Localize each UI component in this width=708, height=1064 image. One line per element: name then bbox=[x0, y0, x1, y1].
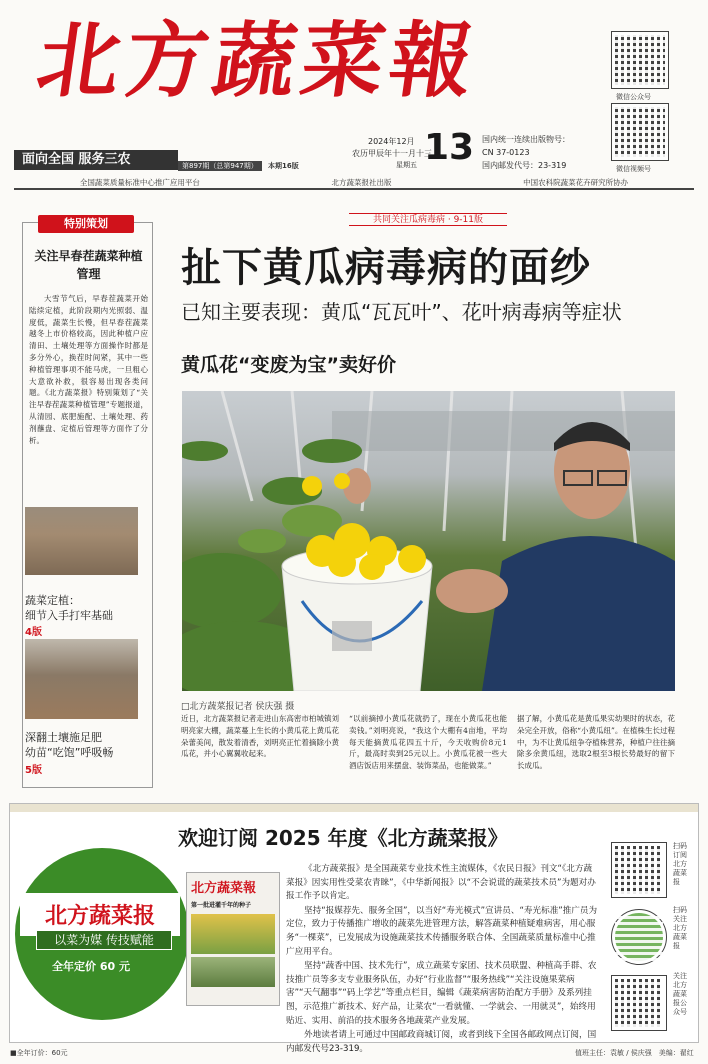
qr-code-icon[interactable] bbox=[612, 32, 668, 88]
story-headline[interactable]: 黄瓜花“变废为宝”卖好价 bbox=[181, 354, 396, 376]
story-column-2: “以前摘掉小黄瓜花就扔了，现在小黄瓜花也能卖钱。”刘明亮说，“我这个大棚有4亩地，平均每天能摘黄瓜花四五十斤，今天收购价8元1斤，最高时卖到25元以上。小黄瓜花被一些大酒店饭店用来摆盘、装饰菜品，也能做菜。” bbox=[349, 714, 507, 771]
field-photo-1[interactable] bbox=[25, 507, 138, 575]
mini-logo: 北方蔬菜報 bbox=[191, 881, 257, 896]
photo-illustration bbox=[182, 391, 675, 691]
story-1-page-ref[interactable]: 4版 bbox=[25, 627, 42, 638]
qr-label-video: 微信视频号 bbox=[616, 165, 651, 173]
publisher-3: 中国农科院蔬菜花卉研究所协办 bbox=[523, 177, 629, 187]
ad-title[interactable]: 欢迎订阅 2025 年度《北方蔬菜报》 bbox=[178, 826, 508, 850]
publication-codes bbox=[482, 133, 570, 172]
newspaper-preview bbox=[186, 872, 280, 1006]
qr-label-subscribe: 扫码订阅北方蔬菜报 bbox=[673, 842, 687, 886]
ad-price: 全年定价 60 元 bbox=[52, 960, 130, 973]
newspaper-logo: 北方蔬菜報 bbox=[31, 13, 485, 109]
section-kicker[interactable]: 共同关注瓜病毒病 · 9-11版 bbox=[349, 213, 507, 226]
publisher-1: 全国蔬菜质量标准中心推广应用平台 bbox=[79, 177, 200, 187]
qr-code-icon[interactable] bbox=[612, 976, 666, 1030]
story-column-3: 据了解，小黄瓜花是黄瓜果实幼果时的状态，花朵完全开放，俗称“小黄瓜纽”。在植株生长过程中，为不让黄瓜纽争夺植株营养，种植户往往摘除多余黄瓜纽，选取2根至3根长势最好的留下长成瓜。 bbox=[517, 714, 675, 771]
main-headline[interactable]: 扯下黄瓜病毒病的面纱 bbox=[181, 245, 591, 291]
issue-date: 2024年12月 bbox=[368, 137, 415, 146]
ad-newspaper-logo: 北方蔬菜报 bbox=[20, 893, 180, 936]
story-2-line-2: 幼苗“吃饱”呼吸畅 bbox=[25, 746, 114, 759]
certification-seal-icon bbox=[612, 910, 666, 964]
issue-badge: 第897期（总第947期） bbox=[178, 161, 262, 171]
ad-paragraph-2: 坚持“报媒荐先、服务全国”，以当好“寿光模式”宣讲员、“寿光标准”推广员为定位，致力于传播推广增收的蔬菜先进管理方法，解答蔬菜种植疑难病害，用心服务“一棵菜”，已发展成为设施蔬菜技术传播服务联合体、全国蔬菜质量标准中心推广应用平台。 bbox=[286, 905, 598, 957]
sidebar-story-2-title[interactable] bbox=[25, 730, 113, 760]
sidebar-body: 大雪节气后，早春茬蔬菜开始陆续定植，此阶段期内光照弱、温度低，蔬菜生长慢，但早春茬蔬菜越冬上市价格较高，因此种植户应清田、土壤处理等方面操作时都是多分外心，换茬时间紧，其中一些种植管理事项不能马虎，一旦粗心大意欲补救，很容易出现各类问题。《北方蔬菜报》特别策划了“关注早春茬蔬菜种植管理”专题报道，从清园、底肥施配、土壤处理、药剂蘸盘、定植后管理等方面作了分析。 bbox=[29, 294, 148, 445]
issue-info bbox=[178, 161, 299, 171]
masthead-slogan: 面向全国 服务三农 bbox=[14, 150, 178, 170]
qr-label-wechat: 微信公众号 bbox=[616, 93, 651, 101]
story-columns bbox=[181, 713, 675, 772]
story-1-line-2: 细节入手打牢基础 bbox=[25, 609, 113, 622]
ad-paragraph-1: 《北方蔬菜报》是全国蔬菜专业技术性主流媒体，《农民日报》刊文“《北方蔬菜报》因实用性受菜农青睐”，《中华新闻报》以“不会说谎的蔬菜技术员”为题对办报工作予以肯定。 bbox=[286, 864, 596, 902]
photo-credit: □北方蔬菜报记者 侯庆强 摄 bbox=[181, 702, 295, 712]
story-column-1: 近日，北方蔬菜报记者走进山东高密市柏城镇刘明亮家大棚，蔬菜蔓上生长的小黄瓜花上黄瓜花朵蕾美间，散发着清香，刘明亮正忙着摘除小黄瓜花，并小心翼翼收起来。 bbox=[181, 714, 339, 759]
qr-code-icon[interactable] bbox=[612, 104, 668, 160]
qr-label-account: 关注北方蔬菜报公众号 bbox=[673, 972, 687, 1016]
mini-headline: 第一批进灌千年的种子 bbox=[191, 902, 252, 909]
ad-paragraph-4: 外地读者请上可通过中国邮政商城订阅，或者到线下全国各邮政网点订阅，国内邮发代号23-319。 bbox=[286, 1030, 597, 1054]
issue-day: 13 bbox=[424, 127, 475, 168]
ad-paragraph-3: 坚持“蔬香中国、技术先行”，成立蔬菜专家团、技术员联盟、种植高手群、农技推广员等多支专业服务队伍，办好“行业监督”“服务热线”“关注设施果菜病害”“天气翻事”“码上学艺”等重点栏目，编辑《蔬菜病害防治配方手册》及系列挂图，示范推广新技术、好产品，让菜农“一看就懂、一学就会、一用就灵”，始终用贴近、实用、前沿的技术服务各地蔬菜产业发展。 bbox=[286, 961, 597, 1026]
code-cn-number: CN 37-0123 bbox=[482, 148, 530, 157]
special-feature-sidebar bbox=[22, 217, 153, 788]
mini-photo-1 bbox=[191, 914, 275, 954]
story-2-line-1: 深翻土壤施足肥 bbox=[25, 731, 102, 744]
qr-label-follow: 扫码关注北方蔬菜报 bbox=[673, 906, 687, 950]
publisher-strip bbox=[14, 176, 694, 188]
ad-top-band bbox=[10, 804, 698, 812]
story-2-page-ref[interactable]: 5版 bbox=[25, 765, 42, 776]
masthead bbox=[0, 0, 708, 192]
field-photo-2[interactable] bbox=[25, 639, 138, 719]
ad-slogan: 以菜为媒 传技赋能 bbox=[36, 930, 172, 950]
main-subhead: 已知主要表现：黄瓜“瓦瓦叶”、花叶病毒病等症状 bbox=[181, 300, 622, 324]
sidebar-story-1-title[interactable] bbox=[25, 593, 113, 623]
ad-description bbox=[286, 863, 598, 1057]
qr-code-icon[interactable] bbox=[612, 843, 666, 897]
feature-tag: 特别策划 bbox=[38, 215, 134, 233]
footer-price: ■全年订价：60元 bbox=[10, 1049, 68, 1057]
page-count: 本期16版 bbox=[267, 162, 299, 170]
sidebar-title[interactable]: 关注早春茬蔬菜种植管理 bbox=[34, 249, 143, 281]
mini-photo-2 bbox=[191, 957, 275, 987]
weekday: 星期五 bbox=[396, 161, 417, 169]
masthead-divider bbox=[14, 188, 694, 190]
story-1-line-1: 蔬菜定植： bbox=[25, 594, 80, 607]
publisher-2: 北方蔬菜报社出版 bbox=[331, 177, 392, 187]
lead-photo[interactable] bbox=[182, 391, 675, 691]
lunar-date: 农历甲辰年十一月十三 bbox=[352, 149, 432, 158]
footer-staff: 值班主任：袁敏 / 侯庆强 美编：翟红 bbox=[575, 1049, 694, 1057]
code-cn-label: 国内统一连续出版物号： bbox=[482, 135, 570, 144]
postal-code: 国内邮发代号：23-319 bbox=[482, 161, 567, 170]
